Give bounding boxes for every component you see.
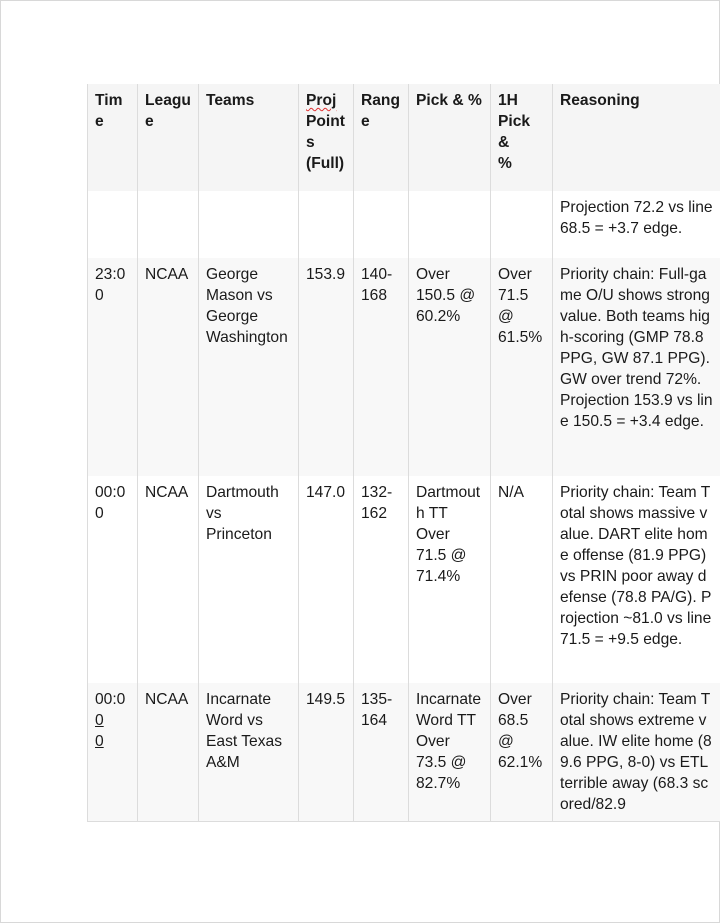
cell-time: [88, 191, 138, 258]
cell-proj: 153.9: [299, 258, 354, 476]
header-row: [88, 84, 720, 191]
picks-table: [87, 84, 720, 822]
cell-range: [354, 191, 409, 258]
cell-teams: Dartmouth vs Princeton: [199, 476, 299, 683]
cell-league: NCAA: [138, 683, 199, 822]
cell-proj: 149.5: [299, 683, 354, 822]
cell-league: NCAA: [138, 476, 199, 683]
table-row: [88, 258, 720, 476]
cell-time: 00:0 0: [88, 476, 138, 683]
cell-first-half: Over 71.5 @ 61.5%: [491, 258, 553, 476]
header-reasoning: Reasoning: [553, 84, 720, 191]
cell-teams: [199, 191, 299, 258]
cell-teams: Incarnate Word vs East Texas A&M: [199, 683, 299, 822]
header-teams: Teams: [199, 84, 299, 191]
header-proj-points: Proj Point s (Full): [299, 84, 354, 191]
underlined-digit: 0: [95, 712, 104, 729]
cell-pick: [409, 191, 491, 258]
cell-first-half: [491, 191, 553, 258]
cell-reasoning: Priority chain: Team Total shows extreme value. IW elite home (89.6 PPG, 8-0) vs ETL terrible away (68.3 scored/82.9: [553, 683, 720, 822]
cell-teams: George Mason vs George Washington: [199, 258, 299, 476]
cell-pick: Dartmout h TT Over 71.5 @ 71.4%: [409, 476, 491, 683]
cell-first-half: Over 68.5 @ 62.1%: [491, 683, 553, 822]
header-pick: Pick & %: [409, 84, 491, 191]
header-first-half: 1H Pick & %: [491, 84, 553, 191]
cell-league: [138, 191, 199, 258]
cell-reasoning: Priority chain: Team Total shows massive value. DART elite home offense (81.9 PPG) vs PRIN poor away defense (78.8 PA/G). Projection ~81.0 vs line 71.5 = +9.5 edge.: [553, 476, 720, 683]
header-range: Rang e: [354, 84, 409, 191]
cell-range: 135- 164: [354, 683, 409, 822]
cell-league: NCAA: [138, 258, 199, 476]
cell-proj: 147.0: [299, 476, 354, 683]
header-time: Tim e: [88, 84, 138, 191]
table-row: [88, 683, 720, 822]
table-row: [88, 476, 720, 683]
cell-proj: [299, 191, 354, 258]
cell-reasoning: Projection 72.2 vs line 68.5 = +3.7 edge.: [553, 191, 720, 258]
cell-time: 00:00 0: [88, 683, 138, 822]
table-row: [88, 191, 720, 258]
cell-pick: Over 150.5 @ 60.2%: [409, 258, 491, 476]
cell-reasoning: Priority chain: Full-game O/U shows strong value. Both teams high-scoring (GMP 78.8 PPG, GW 87.1 PPG). GW over trend 72%. Projection 153.9 vs line 150.5 = +3.4 edge.: [553, 258, 720, 476]
header-league: Leagu e: [138, 84, 199, 191]
cell-range: 132- 162: [354, 476, 409, 683]
cell-range: 140- 168: [354, 258, 409, 476]
cell-pick: Incarnate Word TT Over 73.5 @ 82.7%: [409, 683, 491, 822]
cell-time: 23:0 0: [88, 258, 138, 476]
cell-first-half: N/A: [491, 476, 553, 683]
